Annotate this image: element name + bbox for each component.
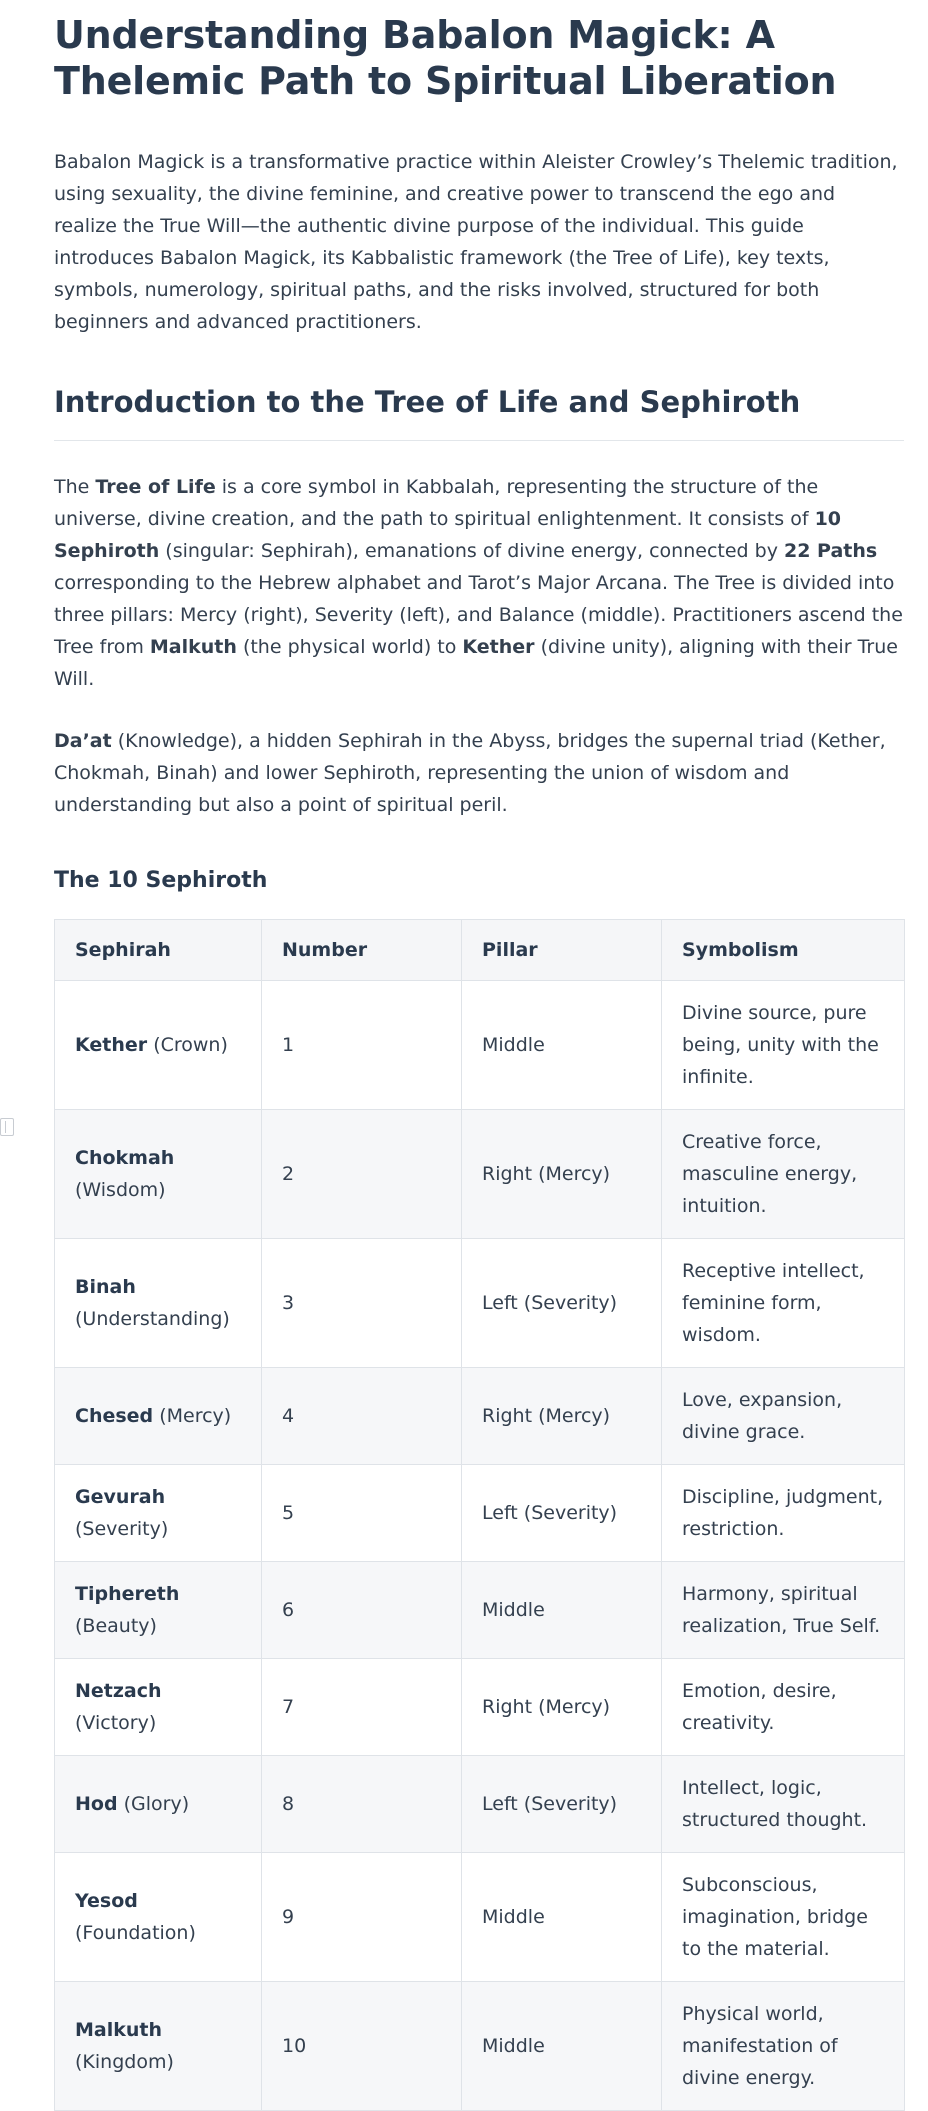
table-header-row bbox=[55, 920, 905, 981]
pillar-cell: Right (Mercy) bbox=[462, 1368, 662, 1465]
symbolism-cell: Emotion, desire, creativity. bbox=[662, 1659, 905, 1756]
column-header: Sephirah bbox=[55, 920, 262, 981]
table-row bbox=[55, 981, 905, 1110]
bold-term: 22 Paths bbox=[784, 540, 878, 562]
table-heading: The 10 Sephiroth bbox=[54, 868, 268, 893]
sephirah-meaning: (Kingdom) bbox=[75, 2051, 174, 2073]
table-row bbox=[55, 1110, 905, 1239]
number-cell: 9 bbox=[262, 1853, 462, 1982]
symbolism-cell: Physical world, manifestation of divine energy. bbox=[662, 1982, 905, 2111]
pillar-cell: Middle bbox=[462, 981, 662, 1110]
number-cell: 1 bbox=[262, 981, 462, 1110]
pillar-cell: Left (Severity) bbox=[462, 1756, 662, 1853]
table-row bbox=[55, 1239, 905, 1368]
pillar-cell: Middle bbox=[462, 1562, 662, 1659]
pillar-cell: Left (Severity) bbox=[462, 1239, 662, 1368]
sephirah-meaning: (Beauty) bbox=[75, 1615, 157, 1637]
number-cell: 3 bbox=[262, 1239, 462, 1368]
text-run: The bbox=[54, 476, 96, 498]
sephirah-name: Chesed bbox=[75, 1405, 154, 1427]
symbolism-cell: Love, expansion, divine grace. bbox=[662, 1368, 905, 1465]
table-row bbox=[55, 1982, 905, 2111]
number-cell: 7 bbox=[262, 1659, 462, 1756]
sephirah-meaning: (Understanding) bbox=[75, 1308, 230, 1330]
bold-term: Kether bbox=[462, 636, 535, 658]
sephirah-cell bbox=[55, 1659, 262, 1756]
sephirah-meaning: (Glory) bbox=[123, 1793, 190, 1815]
symbolism-cell: Divine source, pure being, unity with the infinite. bbox=[662, 981, 905, 1110]
sephirah-cell bbox=[55, 981, 262, 1110]
column-header: Symbolism bbox=[662, 920, 905, 981]
symbolism-cell: Discipline, judgment, restriction. bbox=[662, 1465, 905, 1562]
sephirah-cell bbox=[55, 1562, 262, 1659]
text-run: (Knowledge), a hidden Sephirah in the Abyss, bridges the supernal triad (Kether, Chokmah, Binah) and lower Sephiroth, representing the union of wisdom and understanding but also a point of spiritual peril. bbox=[54, 730, 886, 816]
sephirah-name: Hod bbox=[75, 1793, 118, 1815]
symbolism-cell: Subconscious, imagination, bridge to the material. bbox=[662, 1853, 905, 1982]
table-row bbox=[55, 1659, 905, 1756]
number-cell: 4 bbox=[262, 1368, 462, 1465]
text-run: corresponding to the Hebrew alphabet and Tarot’s Major Arcana. The Tree is divided into three pillars: Mercy (right), Severity (left), and Balance (middle). Practitioners ascend the Tree from bbox=[54, 572, 903, 658]
tree-of-life-paragraph bbox=[54, 471, 904, 695]
table-row bbox=[55, 1562, 905, 1659]
text-run: (divine unity), aligning with their True Will. bbox=[54, 636, 898, 690]
number-cell: 6 bbox=[262, 1562, 462, 1659]
page-title: Understanding Babalon Magick: A Thelemic Path to Spiritual Liberation bbox=[54, 13, 837, 103]
sephirah-cell bbox=[55, 1368, 262, 1465]
section-heading: Introduction to the Tree of Life and Sephiroth bbox=[54, 382, 904, 441]
sephirah-name: Binah bbox=[75, 1276, 136, 1298]
symbolism-cell: Intellect, logic, structured thought. bbox=[662, 1756, 905, 1853]
text-run: (the physical world) to bbox=[236, 636, 463, 658]
text-run: (singular: Sephirah), emanations of divine energy, connected by bbox=[159, 540, 784, 562]
bold-term: Malkuth bbox=[149, 636, 237, 658]
table-row bbox=[55, 1368, 905, 1465]
symbolism-cell: Harmony, spiritual realization, True Self. bbox=[662, 1562, 905, 1659]
number-cell: 10 bbox=[262, 1982, 462, 2111]
sephirah-cell bbox=[55, 1465, 262, 1562]
sephirah-cell bbox=[55, 1110, 262, 1239]
table-row bbox=[55, 1465, 905, 1562]
symbolism-cell: Receptive intellect, feminine form, wisdom. bbox=[662, 1239, 905, 1368]
sephirah-cell bbox=[55, 1853, 262, 1982]
sephirah-name: Yesod bbox=[75, 1890, 138, 1912]
sephirah-name: Gevurah bbox=[75, 1486, 166, 1508]
sephirah-name: Malkuth bbox=[75, 2019, 163, 2041]
table-row bbox=[55, 1853, 905, 1982]
number-cell: 8 bbox=[262, 1756, 462, 1853]
sephirah-name: Tiphereth bbox=[75, 1583, 180, 1605]
text-run: is a core symbol in Kabbalah, representing the structure of the universe, divine creation, and the path to spiritual enlightenment. It consists of bbox=[54, 476, 819, 530]
daat-paragraph bbox=[54, 725, 904, 821]
number-cell: 2 bbox=[262, 1110, 462, 1239]
sephirah-meaning: (Crown) bbox=[153, 1034, 228, 1056]
pillar-cell: Right (Mercy) bbox=[462, 1110, 662, 1239]
intro-paragraph: Babalon Magick is a transformative practice within Aleister Crowley’s Thelemic tradition, using sexuality, the divine feminine, and creative power to transcend the ego and realize the True Will—the authentic divine purpose of the individual. This guide introduces Babalon Magick, its Kabbalistic framework (the Tree of Life), key texts, symbols, numerology, spiritual paths, and the risks involved, structured for both beginners and advanced practitioners. bbox=[54, 151, 898, 333]
sephirah-meaning: (Victory) bbox=[75, 1712, 157, 1734]
column-header: Number bbox=[262, 920, 462, 981]
sephirah-meaning: (Wisdom) bbox=[75, 1179, 166, 1201]
sephirah-meaning: (Severity) bbox=[75, 1518, 169, 1540]
sephirah-cell bbox=[55, 1756, 262, 1853]
sephirah-name: Kether bbox=[75, 1034, 148, 1056]
pillar-cell: Right (Mercy) bbox=[462, 1659, 662, 1756]
pillar-cell: Middle bbox=[462, 1982, 662, 2111]
sephirah-meaning: (Mercy) bbox=[159, 1405, 232, 1427]
sephirah-cell bbox=[55, 1982, 262, 2111]
bold-term: Tree of Life bbox=[95, 476, 216, 498]
sephirah-name: Chokmah bbox=[75, 1147, 175, 1169]
pillar-cell: Left (Severity) bbox=[462, 1465, 662, 1562]
sephirah-meaning: (Foundation) bbox=[75, 1922, 196, 1944]
column-header: Pillar bbox=[462, 920, 662, 981]
bold-term: Da’at bbox=[54, 730, 112, 752]
sephirah-cell bbox=[55, 1239, 262, 1368]
table-row bbox=[55, 1756, 905, 1853]
sephiroth-table bbox=[54, 919, 905, 2111]
symbolism-cell: Creative force, masculine energy, intuition. bbox=[662, 1110, 905, 1239]
pillar-cell: Middle bbox=[462, 1853, 662, 1982]
sephirah-name: Netzach bbox=[75, 1680, 162, 1702]
bold-term: 10 Sephiroth bbox=[54, 508, 842, 562]
number-cell: 5 bbox=[262, 1465, 462, 1562]
